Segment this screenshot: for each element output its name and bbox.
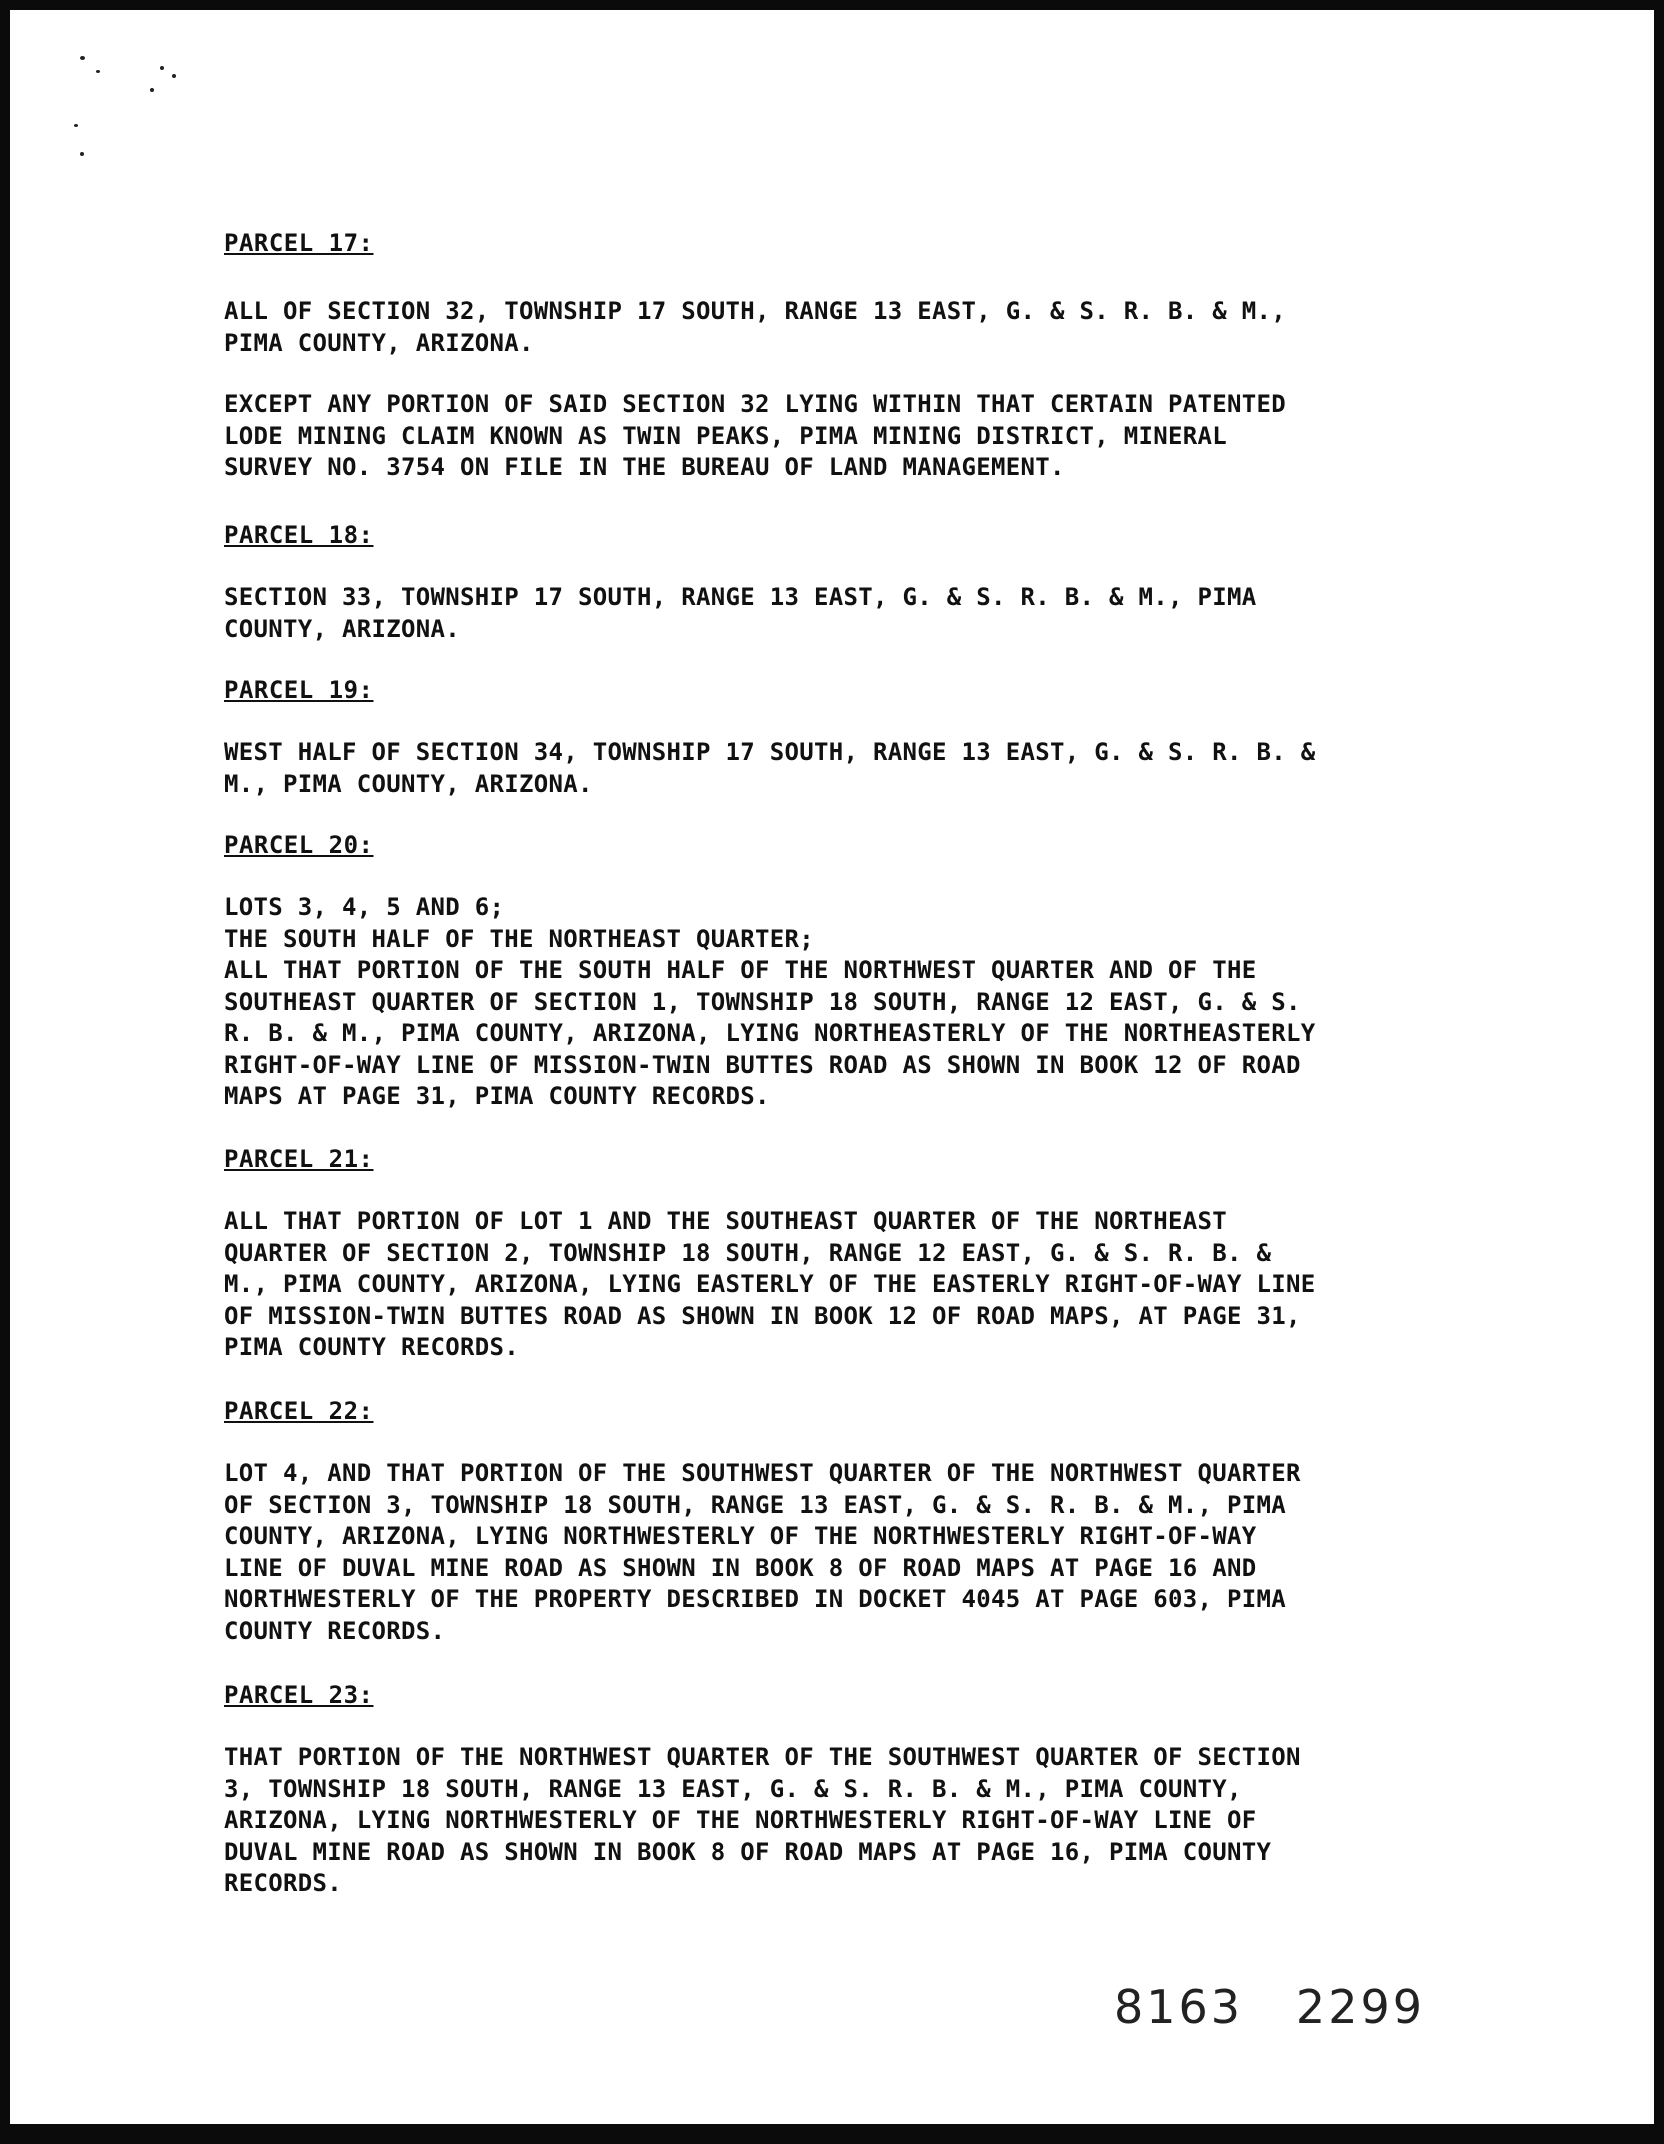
parcel-paragraph: LOTS 3, 4, 5 AND 6; THE SOUTH HALF OF THE NORTHEAST QUARTER; ALL THAT PORTION OF THE SOUTH HALF OF THE NORTHWEST QUARTER AND OF THE SOUTHEAST QUARTER OF SECTION 1, TOWNSHIP 18 SOUTH, RANGE 12 EAST, G. & S. R. B. & M., PIMA COUNTY, ARIZONA, LYING NORTHEASTERLY OF THE NORTHEASTERLY RIGHT-OF-WAY LINE OF MISSION-TWIN BUTTES ROAD AS SHOWN IN BOOK 12 OF ROAD MAPS AT PAGE 31, PIMA COUNTY RECORDS. bbox=[224, 893, 1316, 1110]
parcel-paragraph: WEST HALF OF SECTION 34, TOWNSHIP 17 SOUTH, RANGE 13 EAST, G. & S. R. B. & M., PIMA COUNTY, ARIZONA. bbox=[224, 738, 1316, 798]
parcel-23 bbox=[224, 1680, 1424, 1900]
parcel-heading: PARCEL 23: bbox=[224, 1681, 374, 1709]
parcel-21 bbox=[224, 1144, 1424, 1364]
parcel-heading: PARCEL 19: bbox=[224, 676, 374, 704]
scan-speck bbox=[74, 124, 78, 127]
scan-speck bbox=[80, 152, 84, 156]
parcel-heading: PARCEL 18: bbox=[224, 521, 374, 549]
scan-speck bbox=[172, 74, 176, 78]
parcel-heading: PARCEL 20: bbox=[224, 831, 374, 859]
parcel-17 bbox=[224, 228, 1424, 484]
parcel-paragraph: ALL OF SECTION 32, TOWNSHIP 17 SOUTH, RANGE 13 EAST, G. & S. R. B. & M., PIMA COUNTY, ARIZONA. bbox=[224, 297, 1286, 357]
page-number: 8163 2299 bbox=[1114, 1980, 1425, 2034]
parcel-18 bbox=[224, 520, 1424, 645]
parcel-heading: PARCEL 21: bbox=[224, 1145, 374, 1173]
parcel-heading: PARCEL 22: bbox=[224, 1397, 374, 1425]
parcel-19 bbox=[224, 675, 1424, 800]
scan-speck bbox=[80, 56, 85, 60]
parcel-paragraph: THAT PORTION OF THE NORTHWEST QUARTER OF THE SOUTHWEST QUARTER OF SECTION 3, TOWNSHIP 18 SOUTH, RANGE 13 EAST, G. & S. R. B. & M., PIMA COUNTY, ARIZONA, LYING NORTHWESTERLY OF THE NORTHWESTERLY RIGHT-OF-WAY LINE OF DUVAL MINE ROAD AS SHOWN IN BOOK 8 OF ROAD MAPS AT PAGE 16, PIMA COUNTY RECORDS. bbox=[224, 1743, 1301, 1897]
parcel-heading: PARCEL 17: bbox=[224, 229, 374, 257]
parcel-paragraph: SECTION 33, TOWNSHIP 17 SOUTH, RANGE 13 EAST, G. & S. R. B. & M., PIMA COUNTY, ARIZONA. bbox=[224, 583, 1257, 643]
scan-speck bbox=[96, 70, 100, 73]
parcel-paragraph: EXCEPT ANY PORTION OF SAID SECTION 32 LYING WITHIN THAT CERTAIN PATENTED LODE MINING CLAIM KNOWN AS TWIN PEAKS, PIMA MINING DISTRICT, MINERAL SURVEY NO. 3754 ON FILE IN THE BUREAU OF LAND MANAGEMENT. bbox=[224, 390, 1286, 481]
parcel-20 bbox=[224, 830, 1424, 1113]
scan-border-top bbox=[10, 0, 1664, 10]
parcel-22 bbox=[224, 1396, 1424, 1647]
parcel-paragraph: ALL THAT PORTION OF LOT 1 AND THE SOUTHEAST QUARTER OF THE NORTHEAST QUARTER OF SECTION 2, TOWNSHIP 18 SOUTH, RANGE 12 EAST, G. & S. R. B. & M., PIMA COUNTY, ARIZONA, LYING EASTERLY OF THE EASTERLY RIGHT-OF-WAY LINE OF MISSION-TWIN BUTTES ROAD AS SHOWN IN BOOK 12 OF ROAD MAPS, AT PAGE 31, PIMA COUNTY RECORDS. bbox=[224, 1207, 1316, 1361]
parcel-paragraph: LOT 4, AND THAT PORTION OF THE SOUTHWEST QUARTER OF THE NORTHWEST QUARTER OF SECTION 3, TOWNSHIP 18 SOUTH, RANGE 13 EAST, G. & S. R. B. & M., PIMA COUNTY, ARIZONA, LYING NORTHWESTERLY OF THE NORTHWESTERLY RIGHT-OF-WAY LINE OF DUVAL MINE ROAD AS SHOWN IN BOOK 8 OF ROAD MAPS AT PAGE 16 AND NORTHWESTERLY OF THE PROPERTY DESCRIBED IN DOCKET 4045 AT PAGE 603, PIMA COUNTY RECORDS. bbox=[224, 1459, 1301, 1645]
scan-speck bbox=[160, 66, 164, 70]
scan-speck bbox=[150, 88, 154, 92]
